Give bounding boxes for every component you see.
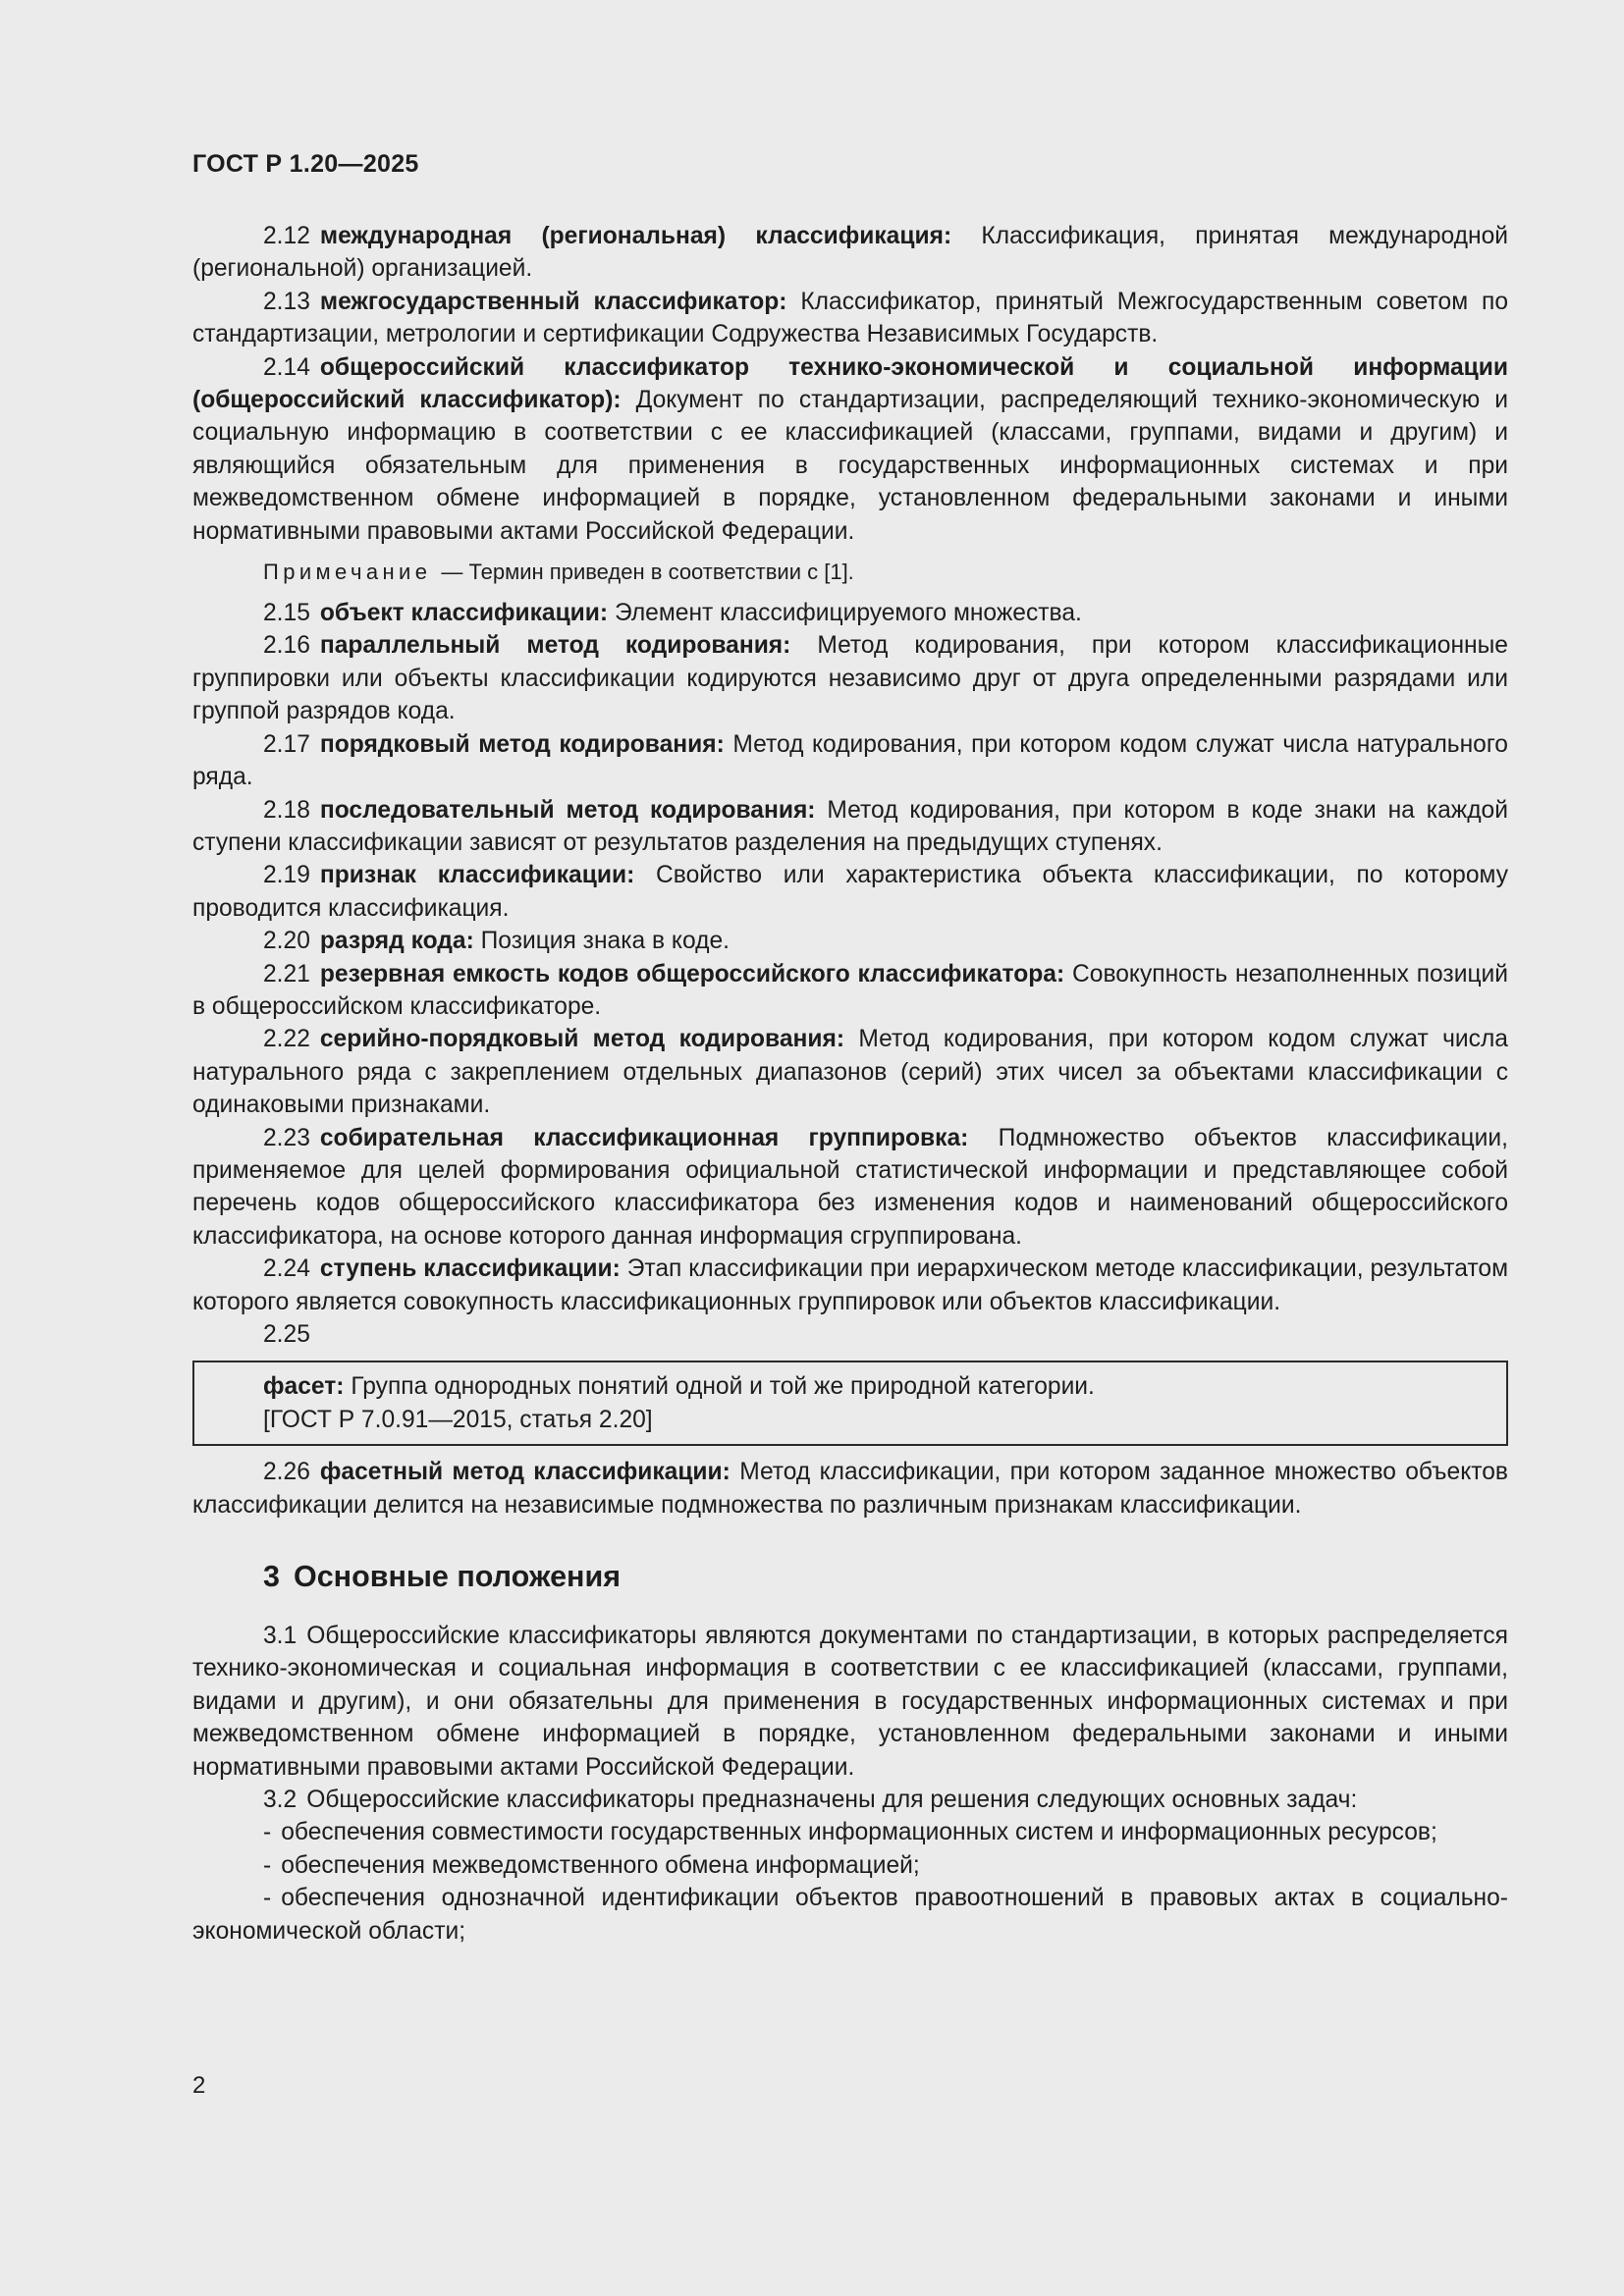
term-name: международная (региональная) классификация: (319, 223, 952, 249)
term-number: 2.12 (263, 223, 310, 249)
term-definition: Подмножество объектов классификации, применяемое для целей формирования официальной статистической информации и представляющее собой перечень кодов общероссийского классификатора без изменения кодов и наименований общероссийского классификатора, на основе которого данная информация сгруппирована. (192, 1124, 1508, 1250)
term-name: разряд кода: (319, 928, 474, 955)
term-name: параллельный метод кодирования: (319, 632, 791, 660)
list-dash: - (263, 1885, 272, 1912)
term-name: ступень классификации: (319, 1255, 621, 1283)
list-item (192, 1882, 1508, 1948)
term-name: общероссийский классификатор технико-экономической и социальной информации (общероссийский классификатор): (192, 353, 1508, 414)
term-entry (192, 286, 1508, 351)
term-name: последовательный метод кодирования: (319, 796, 816, 824)
term-entry (192, 794, 1508, 860)
section-title: Основные положения (293, 1560, 622, 1594)
term-definition: Метод кодирования, при котором кодом служат числа натурального ряда с закреплением отдельных диапазонов (серий) этих чисел за объектами классификации с одинаковыми признаками. (192, 1026, 1508, 1119)
clause-paragraph (192, 1784, 1508, 1816)
term-number: 2.26 (263, 1459, 310, 1486)
term-name: серийно-порядковый метод кодирования: (319, 1026, 845, 1053)
clause-number: 3.2 (263, 1787, 298, 1814)
term-entry (192, 958, 1508, 1024)
term-entry (192, 629, 1508, 727)
term-number: 2.15 (263, 600, 310, 627)
term-entry (192, 1023, 1508, 1121)
term-definition: Метод кодирования, при котором в коде знаки на каждой ступени классификации зависят от результатов разделения на предыдущих ступенях. (192, 796, 1508, 856)
clause-text: Общероссийские классификаторы являются документами по стандартизации, в которых распределяется технико-экономическая и социальная информация в соответствии с ее классификацией (классами, группами, видами и другим), и они обязательны для применения в государственных информационных системах и при межведомственном обмене информацией в порядке, установленном федеральными законами и иными нормативными правовыми актами Российской Федерации. (192, 1623, 1508, 1781)
term-definition: Этап классификации при иерархическом методе классификации, результатом которого является совокупность классификационных группировок или объектов классификации. (192, 1255, 1508, 1315)
term-definition: Метод кодирования, при котором классификационные группировки или объекты классификации кодируются независимо друг от друга определенными разрядами или группой разрядов кода. (192, 632, 1508, 725)
clause-paragraph (192, 1620, 1508, 1784)
term-number: 2.16 (263, 632, 310, 660)
term-name: объект классификации: (319, 600, 609, 627)
term-entry (192, 1253, 1508, 1318)
term-entry-number-only (192, 1318, 1508, 1351)
term-definition: Позиция знака в коде. (480, 928, 730, 955)
term-entry (192, 925, 1508, 957)
term-definition: Документ по стандартизации, распределяющий технико-экономическую и социальную информацию в соответствии с ее классификацией (классами, группами, видами и другим) и являющийся обязательным для применения в государственных информационных системах и при межведомственном обмене информацией в порядке, установленном федеральными законами и иными нормативными правовыми актами Российской Федерации. (192, 387, 1508, 545)
facet-definition-line (263, 1370, 1487, 1403)
facet-definition-box (192, 1361, 1508, 1446)
list-item (192, 1849, 1508, 1882)
list-dash: - (263, 1851, 272, 1879)
term-entry (192, 220, 1508, 286)
term-number: 2.17 (263, 730, 310, 758)
document-code-header: ГОСТ Р 1.20—2025 (192, 150, 419, 178)
term-definition: Совокупность незаполненных позиций в общероссийском классификаторе. (192, 960, 1509, 1020)
term-number: 2.19 (263, 862, 310, 889)
term-entry (192, 1456, 1508, 1522)
term-name: резервная емкость кодов общероссийского классификатора: (319, 960, 1065, 988)
section-number: 3 (263, 1560, 280, 1594)
term-name: фасетный метод классификации: (319, 1459, 731, 1486)
term-number: 2.25 (263, 1321, 310, 1348)
list-item-text: обеспечения межведомственного обмена информацией; (281, 1851, 920, 1879)
term-number: 2.23 (263, 1124, 310, 1151)
term-entry (192, 728, 1508, 794)
facet-source-reference: [ГОСТ Р 7.0.91—2015, статья 2.20] (263, 1406, 653, 1433)
term-number: 2.21 (263, 960, 310, 988)
term-definition: Метод классификации, при котором заданное множество объектов классификации делится на независимые подмножества по различным признакам классификации. (192, 1459, 1508, 1519)
term-number: 2.18 (263, 796, 310, 824)
term-name: порядковый метод кодирования: (319, 730, 725, 758)
list-item-text: обеспечения однозначной идентификации объектов правоотношений в правовых актах в социально-экономической области; (192, 1885, 1508, 1945)
terms-group-a (192, 220, 1508, 548)
list-dash: - (263, 1819, 272, 1846)
note-label: Примечание (263, 560, 432, 585)
term-definition: Метод кодирования, при котором кодом служат числа натурального ряда. (192, 730, 1508, 791)
term-number: 2.13 (263, 288, 310, 315)
list-item (192, 1816, 1508, 1848)
note-text: — Термин приведен в соответствии с [1]. (441, 560, 854, 585)
term-definition: Группа однородных понятий одной и той же природной категории. (351, 1373, 1095, 1401)
term-number: 2.20 (263, 928, 310, 955)
term-definition: Свойство или характеристика объекта классификации, по которому проводится классификация. (192, 862, 1508, 922)
clause-text: Общероссийские классификаторы предназначены для решения следующих основных задач: (306, 1787, 1358, 1814)
term-name: фасет: (263, 1373, 345, 1401)
term-name: межгосударственный классификатор: (319, 288, 787, 315)
term-entry (192, 1122, 1508, 1254)
term-name: собирательная классификационная группировка: (319, 1124, 969, 1151)
document-page (192, 147, 1508, 1948)
term-definition: Классификатор, принятый Межгосударственным советом по стандартизации, метрологии и сертификации Содружества Независимых Государств. (192, 288, 1508, 348)
term-name: признак классификации: (319, 862, 635, 889)
clause-number: 3.1 (263, 1623, 298, 1650)
term-number: 2.14 (263, 353, 310, 381)
term-number: 2.24 (263, 1255, 310, 1283)
term-definition: Элемент классифицируемого множества. (614, 600, 1082, 627)
terms-group-b (192, 597, 1508, 1351)
note (192, 558, 1508, 587)
list-item-text: обеспечения совместимости государственных информационных систем и информационных ресурсов; (281, 1819, 1437, 1846)
term-number: 2.22 (263, 1026, 310, 1053)
page-number: 2 (192, 2072, 206, 2099)
term-entry (192, 859, 1508, 925)
term-entry (192, 597, 1508, 629)
term-definition: Классификация, принятая международной (региональной) организацией. (192, 223, 1508, 283)
term-entry (192, 351, 1508, 548)
section-heading (263, 1557, 1508, 1596)
